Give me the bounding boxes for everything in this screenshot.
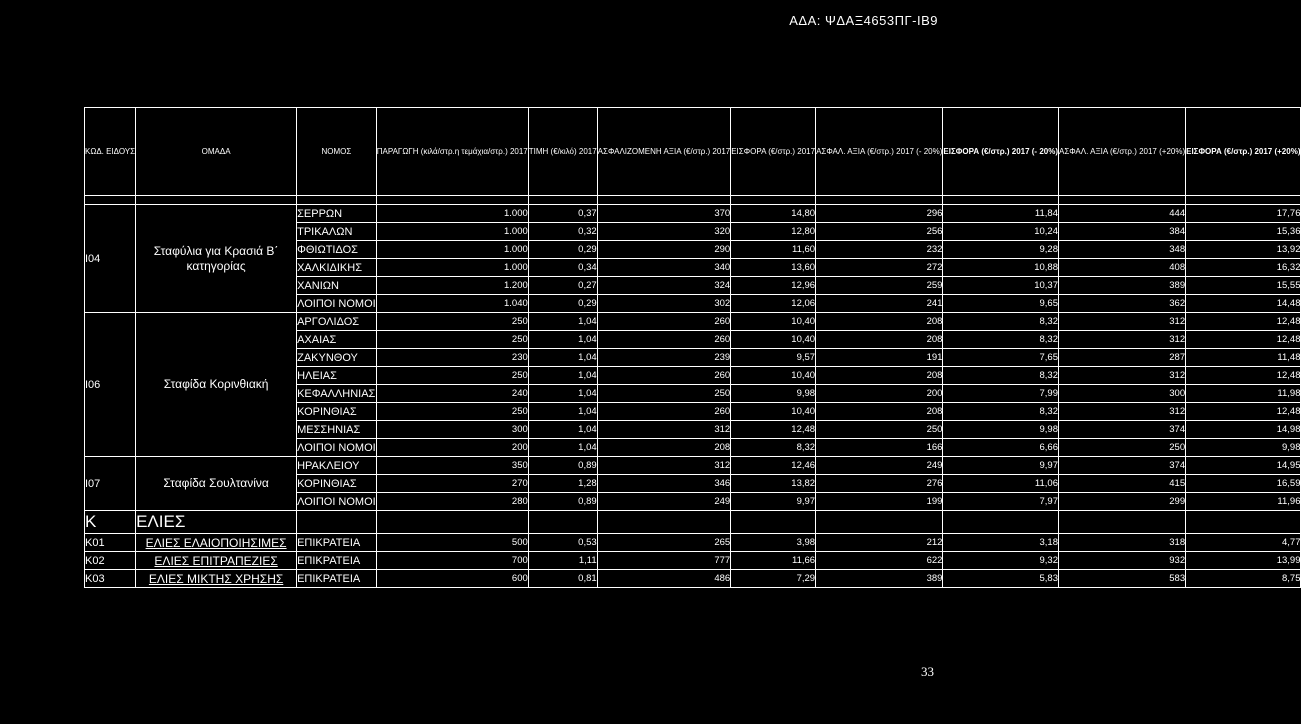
price-cell: 0,89 <box>528 493 597 511</box>
contribution-minus-20-cell: 10,37 <box>943 277 1059 295</box>
header-row <box>85 108 1301 196</box>
price-cell: 1,04 <box>528 313 597 331</box>
insured-value-cell: 370 <box>597 205 731 223</box>
contribution-minus-20-cell: 11,84 <box>943 205 1059 223</box>
insured-value-cell: 324 <box>597 277 731 295</box>
insured-value-cell: 249 <box>597 493 731 511</box>
insured-value-minus-20-cell: 208 <box>816 331 943 349</box>
insured-value-minus-20-cell: 166 <box>816 439 943 457</box>
item-group: ΕΛΙΕΣ ΜΙΚΤΗΣ ΧΡΗΣΗΣ <box>136 570 297 588</box>
production-cell: 300 <box>376 421 528 439</box>
contribution-cell: 9,97 <box>731 493 816 511</box>
table-row <box>85 205 1301 223</box>
production-cell: 500 <box>376 534 528 552</box>
contribution-plus-20-cell: 17,76 <box>1186 205 1301 223</box>
region-cell: ΚΟΡΙΝΘΙΑΣ <box>297 403 377 421</box>
insured-value-plus-20-cell: 408 <box>1059 259 1186 277</box>
insured-value-cell: 486 <box>597 570 731 588</box>
production-cell: 250 <box>376 331 528 349</box>
contribution-plus-20-cell: 14,48 <box>1186 295 1301 313</box>
region-cell: ΧΑΝΙΩΝ <box>297 277 377 295</box>
empty-cell <box>297 511 377 534</box>
insured-value-plus-20-cell: 312 <box>1059 313 1186 331</box>
header-region: ΝΟΜΟΣ <box>297 108 377 196</box>
contribution-cell: 8,32 <box>731 439 816 457</box>
price-cell: 0,29 <box>528 241 597 259</box>
region-cell: ΕΠΙΚΡΑΤΕΙΑ <box>297 570 377 588</box>
empty-cell <box>376 511 528 534</box>
contribution-plus-20-cell: 9,98 <box>1186 439 1301 457</box>
item-code: Κ03 <box>85 570 136 588</box>
header-code: ΚΩΔ. ΕΙΔΟΥΣ <box>85 108 136 196</box>
contribution-minus-20-cell: 9,28 <box>943 241 1059 259</box>
region-cell: ΧΑΛΚΙΔΙΚΗΣ <box>297 259 377 277</box>
contribution-cell: 10,40 <box>731 331 816 349</box>
contribution-cell: 9,57 <box>731 349 816 367</box>
region-cell: ΣΕΡΡΩΝ <box>297 205 377 223</box>
item-code: Ι06 <box>85 313 136 457</box>
insured-value-plus-20-cell: 932 <box>1059 552 1186 570</box>
insured-value-cell: 260 <box>597 331 731 349</box>
contribution-plus-20-cell: 12,48 <box>1186 313 1301 331</box>
contribution-minus-20-cell: 8,32 <box>943 313 1059 331</box>
contribution-plus-20-cell: 8,75 <box>1186 570 1301 588</box>
item-code: Ι04 <box>85 205 136 313</box>
production-cell: 250 <box>376 403 528 421</box>
insured-value-minus-20-cell: 389 <box>816 570 943 588</box>
contribution-plus-20-cell: 12,48 <box>1186 331 1301 349</box>
production-cell: 1.000 <box>376 259 528 277</box>
insured-value-plus-20-cell: 389 <box>1059 277 1186 295</box>
insured-value-cell: 320 <box>597 223 731 241</box>
contribution-plus-20-cell: 13,99 <box>1186 552 1301 570</box>
item-code: Κ01 <box>85 534 136 552</box>
contribution-cell: 13,60 <box>731 259 816 277</box>
insurance-table <box>84 107 1301 588</box>
insured-value-minus-20-cell: 208 <box>816 313 943 331</box>
contribution-minus-20-cell: 3,18 <box>943 534 1059 552</box>
contribution-plus-20-cell: 13,92 <box>1186 241 1301 259</box>
header-contribution: ΕΙΣΦΟΡΑ (€/στρ.) 2017 <box>731 108 816 196</box>
region-cell: ΕΠΙΚΡΑΤΕΙΑ <box>297 552 377 570</box>
insured-value-minus-20-cell: 250 <box>816 421 943 439</box>
insured-value-minus-20-cell: 622 <box>816 552 943 570</box>
item-code: Κ02 <box>85 552 136 570</box>
insured-value-plus-20-cell: 374 <box>1059 421 1186 439</box>
header-insured-value: ΑΣΦΑΛΙΖΟΜΕΝΗ ΑΞΙΑ (€/στρ.) 2017 <box>597 108 731 196</box>
spacer-row <box>85 196 1301 205</box>
contribution-plus-20-cell: 11,48 <box>1186 349 1301 367</box>
item-group <box>136 313 297 457</box>
contribution-cell: 9,98 <box>731 385 816 403</box>
price-cell: 1,04 <box>528 385 597 403</box>
insured-value-plus-20-cell: 299 <box>1059 493 1186 511</box>
insured-value-plus-20-cell: 583 <box>1059 570 1186 588</box>
insured-value-cell: 260 <box>597 313 731 331</box>
production-cell: 1.000 <box>376 205 528 223</box>
contribution-cell: 7,29 <box>731 570 816 588</box>
empty-cell <box>816 511 943 534</box>
header-insured-value-minus-20: ΑΣΦΑΛ. ΑΞΙΑ (€/στρ.) 2017 (- 20%) <box>816 108 943 196</box>
contribution-minus-20-cell: 8,32 <box>943 367 1059 385</box>
insured-value-cell: 777 <box>597 552 731 570</box>
contribution-cell: 12,06 <box>731 295 816 313</box>
header-group: ΟΜΑΔΑ <box>136 108 297 196</box>
insured-value-cell: 208 <box>597 439 731 457</box>
empty-cell <box>1186 511 1301 534</box>
price-cell: 0,53 <box>528 534 597 552</box>
contribution-minus-20-cell: 8,32 <box>943 403 1059 421</box>
item-group <box>136 205 297 313</box>
insured-value-plus-20-cell: 312 <box>1059 403 1186 421</box>
insured-value-minus-20-cell: 200 <box>816 385 943 403</box>
price-cell: 0,37 <box>528 205 597 223</box>
contribution-cell: 12,96 <box>731 277 816 295</box>
contribution-cell: 13,82 <box>731 475 816 493</box>
contribution-cell: 10,40 <box>731 313 816 331</box>
insured-value-minus-20-cell: 272 <box>816 259 943 277</box>
ada-code: ΑΔΑ: ΨΔΑΞ4653ΠΓ-ΙΒ9 <box>789 13 938 28</box>
contribution-plus-20-cell: 14,98 <box>1186 421 1301 439</box>
section-title: ΕΛΙΕΣ <box>136 511 297 534</box>
table-row <box>85 457 1301 475</box>
price-cell: 0,81 <box>528 570 597 588</box>
production-cell: 1.000 <box>376 223 528 241</box>
contribution-minus-20-cell: 7,99 <box>943 385 1059 403</box>
empty-cell <box>528 511 597 534</box>
contribution-cell: 3,98 <box>731 534 816 552</box>
contribution-cell: 10,40 <box>731 403 816 421</box>
contribution-minus-20-cell: 9,65 <box>943 295 1059 313</box>
region-cell: ΛΟΙΠΟΙ ΝΟΜΟΙ <box>297 295 377 313</box>
region-cell: ΖΑΚΥΝΘΟΥ <box>297 349 377 367</box>
price-cell: 1,11 <box>528 552 597 570</box>
region-cell: ΜΕΣΣΗΝΙΑΣ <box>297 421 377 439</box>
insured-value-minus-20-cell: 296 <box>816 205 943 223</box>
price-cell: 1,04 <box>528 367 597 385</box>
insured-value-cell: 312 <box>597 421 731 439</box>
header-contribution-minus-20: ΕΙΣΦΟΡΑ (€/στρ.) 2017 (- 20%) <box>943 108 1059 196</box>
insured-value-cell: 312 <box>597 457 731 475</box>
contribution-minus-20-cell: 7,97 <box>943 493 1059 511</box>
item-group-label: Σταφίδα Κορινθιακή <box>163 377 269 391</box>
table-row <box>85 570 1301 588</box>
table-row <box>85 552 1301 570</box>
item-group <box>136 457 297 511</box>
contribution-minus-20-cell: 6,66 <box>943 439 1059 457</box>
item-group-label: Σταφύλια για Κρασιά Β΄ κατηγορίας <box>153 243 279 273</box>
price-cell: 0,32 <box>528 223 597 241</box>
region-cell: ΦΘΙΩΤΙΔΟΣ <box>297 241 377 259</box>
contribution-minus-20-cell: 11,06 <box>943 475 1059 493</box>
table-row <box>85 534 1301 552</box>
contribution-cell: 11,66 <box>731 552 816 570</box>
insured-value-cell: 250 <box>597 385 731 403</box>
price-cell: 1,28 <box>528 475 597 493</box>
insured-value-cell: 290 <box>597 241 731 259</box>
item-code: Ι07 <box>85 457 136 511</box>
price-cell: 1,04 <box>528 349 597 367</box>
price-cell: 1,04 <box>528 403 597 421</box>
header-price: ΤΙΜΗ (€/κιλό) 2017 <box>528 108 597 196</box>
empty-cell <box>597 511 731 534</box>
contribution-minus-20-cell: 9,98 <box>943 421 1059 439</box>
production-cell: 230 <box>376 349 528 367</box>
region-cell: ΤΡΙΚΑΛΩΝ <box>297 223 377 241</box>
header-contribution-plus-20: ΕΙΣΦΟΡΑ (€/στρ.) 2017 (+20%) <box>1186 108 1301 196</box>
price-cell: 1,04 <box>528 331 597 349</box>
production-cell: 350 <box>376 457 528 475</box>
price-cell: 0,34 <box>528 259 597 277</box>
insured-value-cell: 340 <box>597 259 731 277</box>
insured-value-plus-20-cell: 250 <box>1059 439 1186 457</box>
region-cell: ΚΟΡΙΝΘΙΑΣ <box>297 475 377 493</box>
contribution-minus-20-cell: 10,88 <box>943 259 1059 277</box>
production-cell: 1.040 <box>376 295 528 313</box>
insured-value-plus-20-cell: 348 <box>1059 241 1186 259</box>
production-cell: 270 <box>376 475 528 493</box>
section-code: Κ <box>85 511 136 534</box>
insured-value-cell: 346 <box>597 475 731 493</box>
section-row <box>85 511 1301 534</box>
item-group: ΕΛΙΕΣ ΕΠΙΤΡΑΠΕΖΙΕΣ <box>136 552 297 570</box>
insured-value-plus-20-cell: 312 <box>1059 331 1186 349</box>
region-cell: ΑΧΑΙΑΣ <box>297 331 377 349</box>
region-cell: ΛΟΙΠΟΙ ΝΟΜΟΙ <box>297 439 377 457</box>
insured-value-minus-20-cell: 208 <box>816 403 943 421</box>
contribution-cell: 11,60 <box>731 241 816 259</box>
insured-value-minus-20-cell: 208 <box>816 367 943 385</box>
item-group-label: Σταφίδα Σουλτανίνα <box>163 476 269 490</box>
contribution-plus-20-cell: 14,95 <box>1186 457 1301 475</box>
contribution-cell: 12,48 <box>731 421 816 439</box>
contribution-plus-20-cell: 4,77 <box>1186 534 1301 552</box>
insured-value-minus-20-cell: 249 <box>816 457 943 475</box>
insured-value-cell: 260 <box>597 403 731 421</box>
production-cell: 280 <box>376 493 528 511</box>
contribution-minus-20-cell: 5,83 <box>943 570 1059 588</box>
contribution-minus-20-cell: 10,24 <box>943 223 1059 241</box>
price-cell: 0,89 <box>528 457 597 475</box>
insured-value-minus-20-cell: 259 <box>816 277 943 295</box>
header-production: ΠΑΡΑΓΩΓΗ (κιλά/στρ.η τεμάχια/στρ.) 2017 <box>376 108 528 196</box>
production-cell: 250 <box>376 367 528 385</box>
insured-value-minus-20-cell: 199 <box>816 493 943 511</box>
insured-value-minus-20-cell: 241 <box>816 295 943 313</box>
table-row <box>85 313 1301 331</box>
contribution-plus-20-cell: 12,48 <box>1186 367 1301 385</box>
insured-value-plus-20-cell: 384 <box>1059 223 1186 241</box>
contribution-cell: 10,40 <box>731 367 816 385</box>
insured-value-plus-20-cell: 415 <box>1059 475 1186 493</box>
region-cell: ΗΡΑΚΛΕΙΟΥ <box>297 457 377 475</box>
contribution-plus-20-cell: 12,48 <box>1186 403 1301 421</box>
price-cell: 0,29 <box>528 295 597 313</box>
contribution-plus-20-cell: 11,96 <box>1186 493 1301 511</box>
insured-value-minus-20-cell: 212 <box>816 534 943 552</box>
price-cell: 1,04 <box>528 421 597 439</box>
contribution-minus-20-cell: 7,65 <box>943 349 1059 367</box>
header-insured-value-plus-20: ΑΣΦΑΛ. ΑΞΙΑ (€/στρ.) 2017 (+20%) <box>1059 108 1186 196</box>
insured-value-cell: 260 <box>597 367 731 385</box>
empty-cell <box>943 511 1059 534</box>
contribution-plus-20-cell: 11,98 <box>1186 385 1301 403</box>
insured-value-minus-20-cell: 191 <box>816 349 943 367</box>
region-cell: ΕΠΙΚΡΑΤΕΙΑ <box>297 534 377 552</box>
insured-value-minus-20-cell: 276 <box>816 475 943 493</box>
insured-value-plus-20-cell: 444 <box>1059 205 1186 223</box>
production-cell: 250 <box>376 313 528 331</box>
contribution-cell: 14,80 <box>731 205 816 223</box>
price-cell: 1,04 <box>528 439 597 457</box>
region-cell: ΗΛΕΙΑΣ <box>297 367 377 385</box>
production-cell: 1.200 <box>376 277 528 295</box>
contribution-plus-20-cell: 16,59 <box>1186 475 1301 493</box>
insured-value-plus-20-cell: 374 <box>1059 457 1186 475</box>
insured-value-plus-20-cell: 362 <box>1059 295 1186 313</box>
insured-value-minus-20-cell: 256 <box>816 223 943 241</box>
insured-value-cell: 265 <box>597 534 731 552</box>
contribution-plus-20-cell: 15,55 <box>1186 277 1301 295</box>
production-cell: 240 <box>376 385 528 403</box>
insured-value-cell: 239 <box>597 349 731 367</box>
contribution-cell: 12,80 <box>731 223 816 241</box>
production-cell: 600 <box>376 570 528 588</box>
region-cell: ΚΕΦΑΛΛΗΝΙΑΣ <box>297 385 377 403</box>
insured-value-plus-20-cell: 318 <box>1059 534 1186 552</box>
insured-value-minus-20-cell: 232 <box>816 241 943 259</box>
insured-value-plus-20-cell: 287 <box>1059 349 1186 367</box>
insured-value-cell: 302 <box>597 295 731 313</box>
empty-cell <box>731 511 816 534</box>
contribution-minus-20-cell: 9,97 <box>943 457 1059 475</box>
empty-cell <box>1059 511 1186 534</box>
production-cell: 1.000 <box>376 241 528 259</box>
item-group: ΕΛΙΕΣ ΕΛΑΙΟΠΟΙΗΣΙΜΕΣ <box>136 534 297 552</box>
insured-value-plus-20-cell: 312 <box>1059 367 1186 385</box>
contribution-plus-20-cell: 15,36 <box>1186 223 1301 241</box>
contribution-plus-20-cell: 16,32 <box>1186 259 1301 277</box>
contribution-cell: 12,46 <box>731 457 816 475</box>
insured-value-plus-20-cell: 300 <box>1059 385 1186 403</box>
page-number: 33 <box>921 664 934 679</box>
price-cell: 0,27 <box>528 277 597 295</box>
contribution-minus-20-cell: 9,32 <box>943 552 1059 570</box>
region-cell: ΑΡΓΟΛΙΔΟΣ <box>297 313 377 331</box>
production-cell: 200 <box>376 439 528 457</box>
contribution-minus-20-cell: 8,32 <box>943 331 1059 349</box>
region-cell: ΛΟΙΠΟΙ ΝΟΜΟΙ <box>297 493 377 511</box>
production-cell: 700 <box>376 552 528 570</box>
